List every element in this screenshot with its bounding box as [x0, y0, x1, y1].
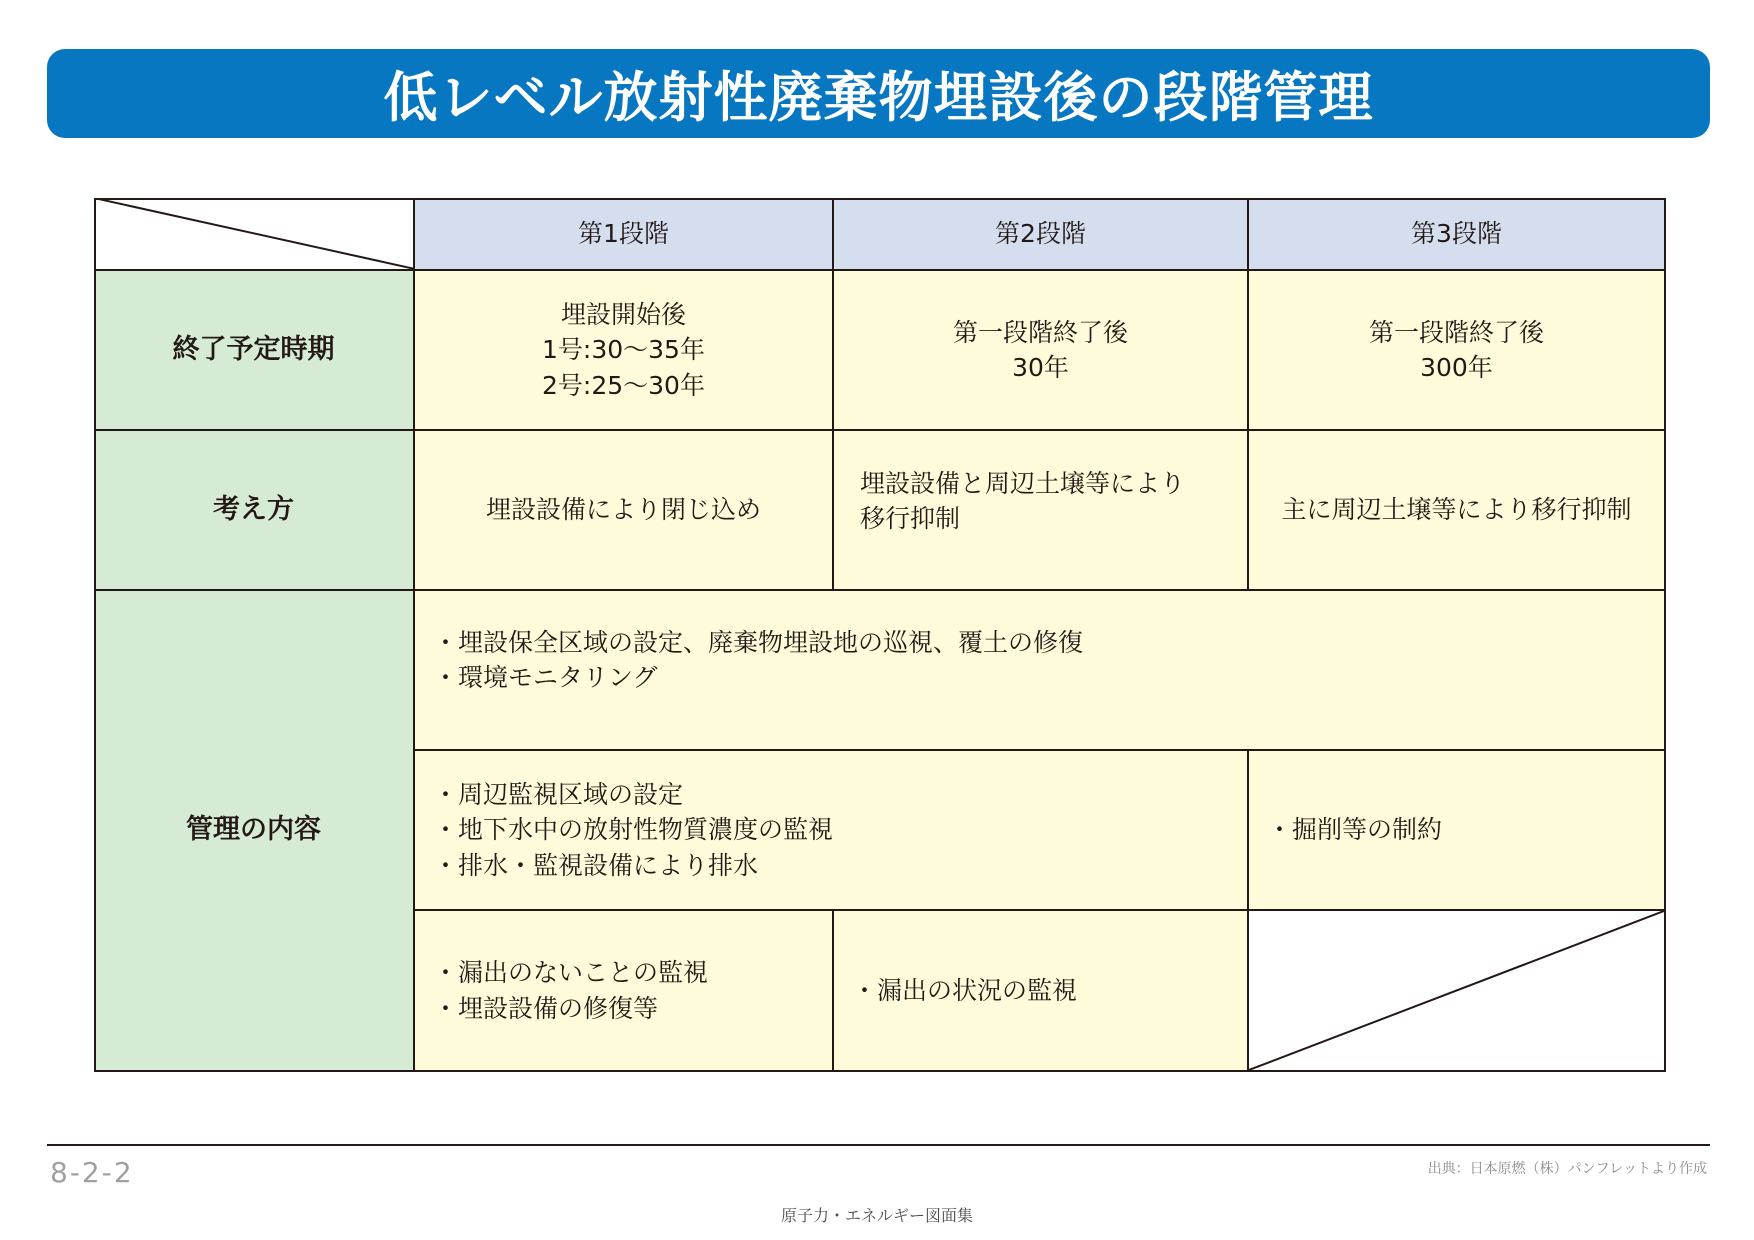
- header-stage-3: [1249, 198, 1666, 271]
- cell-text-line: ・掘削等の制約: [1267, 815, 1443, 845]
- cell-text-line: 主に周辺土壌等により移行抑制: [1281, 495, 1632, 525]
- title-bar: [47, 49, 1710, 138]
- cell-management-stage-3: [1249, 751, 1666, 911]
- cell-management-stage-1-only: [415, 911, 834, 1072]
- row-header-end-time: [94, 271, 415, 431]
- cell-end-time-stage-2: [834, 271, 1249, 431]
- cell-text-line: ・地下水中の放射性物質濃度の監視: [433, 815, 834, 845]
- cell-text-line: 2号:25～30年: [542, 370, 705, 400]
- header-stage-2-label: 第2段階: [995, 218, 1086, 248]
- cell-concept-stage-1: [415, 431, 834, 591]
- cell-management-stage-3-empty: [1249, 911, 1666, 1072]
- cell-text-line: 第一段階終了後: [952, 317, 1128, 347]
- header-stage-3-label: 第3段階: [1411, 218, 1502, 248]
- row-header-concept: [94, 431, 415, 591]
- cell-management-all-stages: [415, 591, 1666, 751]
- stage-management-table: [94, 198, 1666, 1072]
- row-header-management: [94, 591, 415, 1072]
- header-stage-1: [415, 198, 834, 271]
- header-stage-2: [834, 198, 1249, 271]
- footer-divider: [47, 1144, 1710, 1146]
- header-stage-1-label: 第1段階: [578, 218, 669, 248]
- source-note: 出典：日本原燃（株）パンフレットより作成: [1427, 1161, 1707, 1177]
- cell-text-line: ・埋設設備の修復等: [433, 993, 659, 1023]
- cell-text-line: ・漏出のないことの監視: [433, 958, 709, 987]
- cell-text-line: 移行抑制: [860, 504, 961, 533]
- cell-text-line: ・周辺監視区域の設定: [433, 779, 684, 809]
- cell-text-line: 埋設開始後: [560, 299, 686, 329]
- empty-cell-diagonal-line: [1249, 911, 1666, 1072]
- row-header-management-label: 管理の内容: [186, 814, 321, 846]
- book-title: 原子力・エネルギー図面集: [780, 1206, 973, 1225]
- cell-concept-stage-3: [1249, 431, 1666, 591]
- cell-concept-stage-2: [834, 431, 1249, 591]
- cell-text-line: 埋設設備により閉じ込め: [485, 495, 761, 525]
- cell-management-stage-2-only: [834, 911, 1249, 1072]
- cell-end-time-stage-1: [415, 271, 834, 431]
- cell-text-line: 埋設設備と周辺土壌等により: [860, 468, 1186, 498]
- cell-management-stage-1-2: [415, 751, 1249, 911]
- cell-text-line: 第一段階終了後: [1368, 317, 1544, 347]
- row-header-concept-label: 考え方: [213, 493, 294, 525]
- row-header-end-time-label: 終了予定時期: [172, 333, 335, 365]
- cell-text-line: 300年: [1420, 353, 1493, 382]
- cell-text-line: ・環境モニタリング: [433, 663, 658, 692]
- page-number: 8-2-2: [50, 1156, 134, 1189]
- cell-text-line: ・漏出の状況の監視: [852, 975, 1078, 1005]
- cell-text-line: 30年: [1012, 353, 1069, 382]
- corner-diagonal-line: [94, 198, 415, 271]
- cell-end-time-stage-3: [1249, 271, 1666, 431]
- page-title: 低レベル放射性廃棄物埋設後の段階管理: [383, 66, 1374, 129]
- cell-text-line: 1号:30～35年: [542, 335, 705, 365]
- cell-text-line: ・埋設保全区域の設定、廃棄物埋設地の巡視、覆土の修復: [433, 627, 1084, 657]
- cell-text-line: ・排水・監視設備により排水: [433, 850, 759, 880]
- corner-cell: [94, 198, 415, 271]
